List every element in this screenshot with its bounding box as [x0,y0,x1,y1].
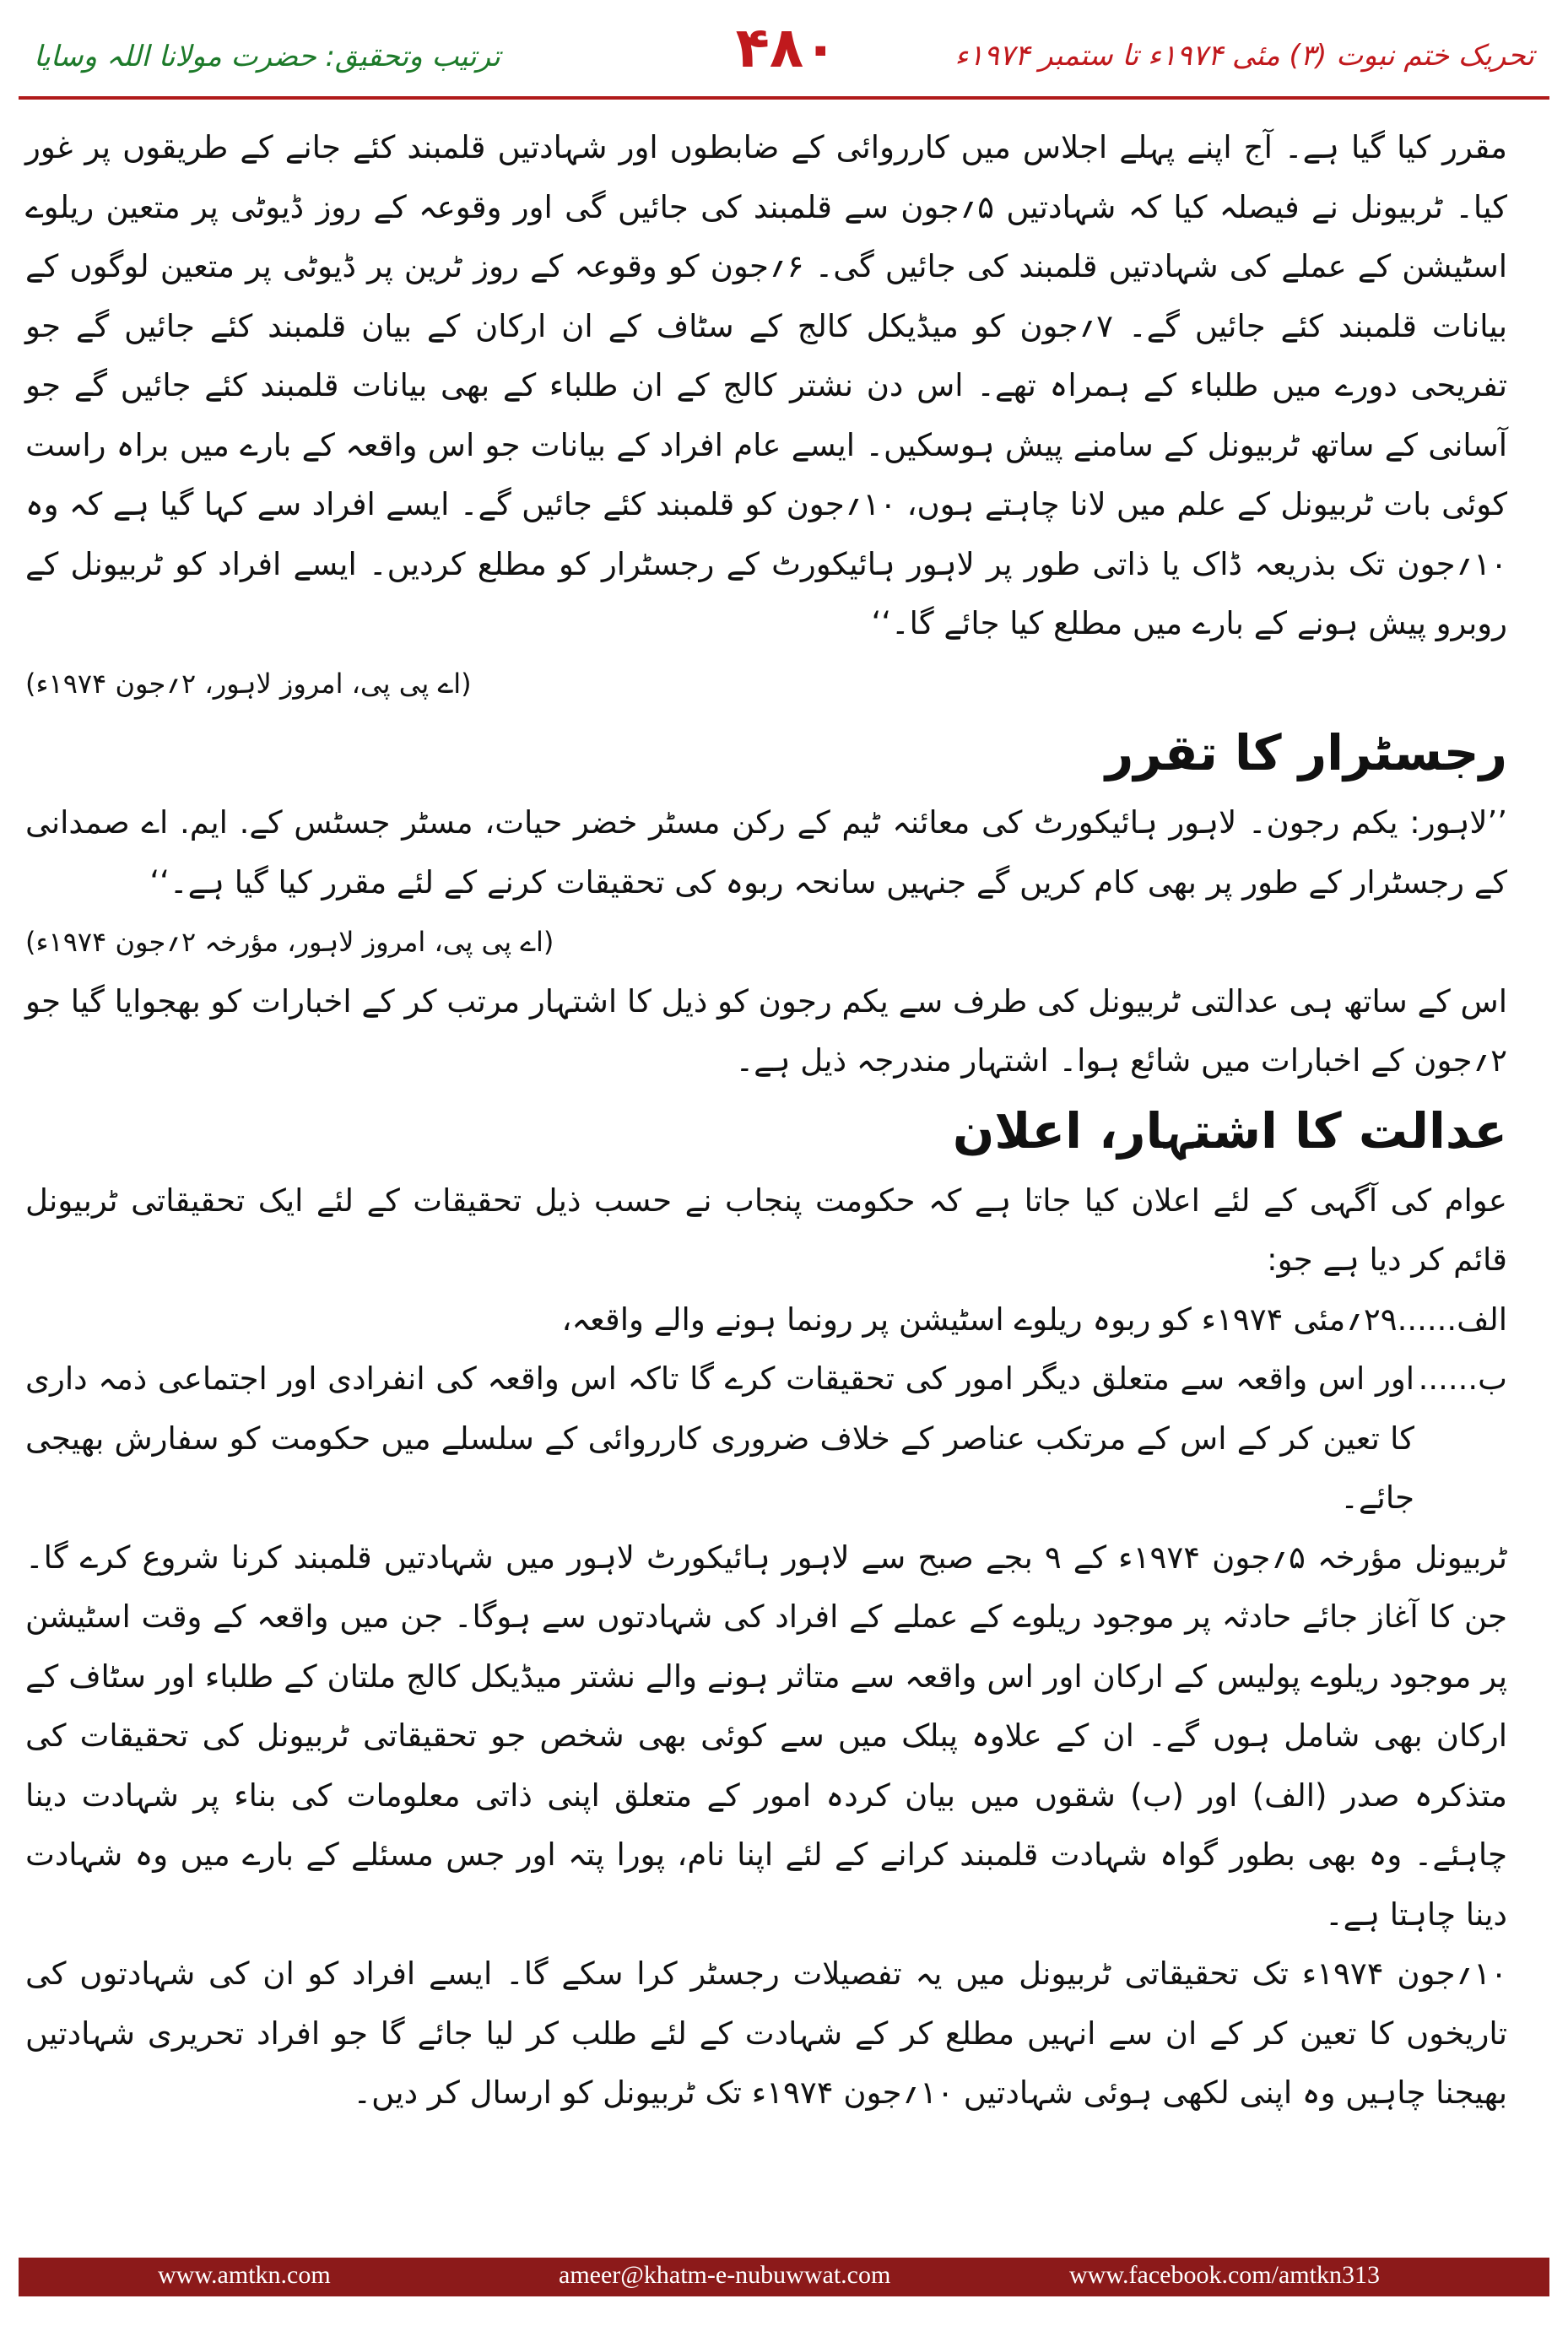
source-citation-text: (اے پی پی، امروز لاہور، ۲؍جون ۱۹۷۴ء) [25,667,472,700]
list-marker: ب...... [1418,1360,1507,1397]
page-content [25,118,1507,2123]
source-citation [25,912,1507,972]
section-heading-registrar: رجسٹرار کا تقرر [1105,724,1507,782]
paragraph-hearing-details: ٹربیونل مؤرخہ ۵؍جون ۱۹۷۴ء کے ۹ بجے صبح سے لاہور ہائیکورٹ لاہور میں شہادتیں قلمبند کرنا شروع کرے گا۔ جن کا آغاز جائے حادثہ پر موجود ریلوے کے عملے کے افراد کی شہادتوں سے ہوگا۔ جن میں واقعہ کے وقت اسٹیشن پر موجود ریلوے پولیس کے ارکان اور اس واقعہ سے متاثر ہونے والے نشتر میڈیکل کالج ملتان کے طلباء اور سٹاف کے ارکان بھی شامل ہوں گے۔ ان کے علاوہ پبلک میں سے کوئی بھی شخص جو تحقیقاتی ٹربیونل کی تحقیقات کی متذکرہ صدر (الف) اور (ب) شقوں میں بیان کردہ امور کے متعلق اپنی ذاتی معلومات کی بناء پر شہادت دینا چاہئے۔ وہ بھی بطور گواہ شہادت قلمبند کرانے کے لئے اپنا نام، پورا پتہ اور جس مسئلے کے بارے میں وہ شہادت دینا چاہتا ہے۔ [25,1539,1508,1933]
list-item-alif [25,1290,1507,1350]
source-citation-text: (اے پی پی، امروز لاہور، مؤرخہ ۲؍جون ۱۹۷۴ء) [25,926,554,958]
paragraph-registrar: ’’لاہور: یکم رجون۔ لاہور ہائیکورٹ کی معائنہ ٹیم کے رکن مسٹر خضر حیات، مسٹر جسٹس کے. ایم. اے صمدانی کے رجسٹرار کے طور پر بھی کام کریں گے جنہیں سانحہ ربوہ کی تحقیقات کرنے کے لئے مقرر کیا گیا ہے۔‘‘ [25,804,1507,901]
paragraph-registration: ۱۰؍جون ۱۹۷۴ء تک تحقیقاتی ٹربیونل میں یہ تفصیلات رجسٹر کرا سکے گا۔ ایسے افراد کو ان کی شہادتوں کی تاریخوں کا تعین کر کے ان سے انہیں مطلع کر کے شہادت کے لئے طلب کر لیا جائے گا جو افراد تحریری شہادتیں بھیجنا چاہیں وہ اپنی لکھی ہوئی شہادتیں ۱۰؍جون ۱۹۷۴ء تک ٹربیونل کو ارسال کر دیں۔ [25,1955,1507,2111]
list-item-text: اور اس واقعہ سے متعلق دیگر امور کی تحقیقات کرے گا تاکہ اس واقعہ کی انفرادی اور اجتماعی ذمہ داری کا تعین کر کے اس کے مرتکب عناصر کے خلاف ضروری کارروائی کے سلسلے میں حکومت کو سفارش بھیجی جائے۔ [25,1360,1414,1516]
footer-facebook-link[interactable]: www.facebook.com/amtkn313 [1069,2261,1380,2289]
header-divider [19,96,1549,100]
list-marker: الف...... [1397,1301,1507,1338]
header-book-title: تحریک ختم نبوت (۳) مئی ۱۹۷۴ء تا ستمبر ۱۹۷۴ء [954,39,1534,73]
header-compiler: ترتیب وتحقیق: حضرت مولانا اللہ وسایا [34,40,500,73]
page-footer [19,2258,1549,2296]
paragraph-advertisement-intro: اس کے ساتھ ہی عدالتی ٹربیونل کی طرف سے یکم رجون کو ذیل کا اشتہار مرتب کر کے اخبارات کو بھجوایا گیا جو ۲؍جون کے اخبارات میں شائع ہوا۔ اشتہار مندرجہ ذیل ہے۔ [25,982,1507,1079]
page-number: ۴۸۰ [735,15,838,80]
footer-website-link[interactable]: www.amtkn.com [158,2261,331,2289]
page-header [19,15,1549,95]
list-item-text: ۲۹؍مئی ۱۹۷۴ء کو ربوہ ریلوے اسٹیشن پر رونما ہونے والے واقعہ، [561,1301,1398,1338]
section-heading-announcement: عدالت کا اشتہار، اعلان [952,1101,1507,1160]
paragraph-tribunal-schedule: مقرر کیا گیا ہے۔ آج اپنے پہلے اجلاس میں کارروائی کے ضابطوں اور شہادتیں قلمبند کئے جانے کے طریقوں پر غور کیا۔ ٹربیونل نے فیصلہ کیا کہ شہادتیں ۵؍جون سے قلمبند کی جائیں گی اور وقوعہ کے روز ڈیوٹی پر متعین ریلوے اسٹیشن کے عملے کی شہادتیں قلمبند کی جائیں گی۔ ۶؍جون کو وقوعہ کے روز ٹرین پر ڈیوٹی پر متعین لوگوں کے بیانات قلمبند کئے جائیں گے۔ ۷؍جون کو میڈیکل کالج کے سٹاف کے ان ارکان کے بیان قلمبند کئے جائیں گے جو تفریحی دورے میں طلباء کے ہمراہ تھے۔ اس دن نشتر کالج کے ان طلباء کے بھی بیانات قلمبند کئے جائیں گے جو آسانی کے ساتھ ٹربیونل کے سامنے پیش ہوسکیں۔ ایسے عام افراد کے بیانات جو اس واقعہ کے بارے میں براہ راست کوئی بات ٹربیونل کے علم میں لانا چاہتے ہوں، ۱۰؍جون کو قلمبند کئے جائیں گے۔ ایسے افراد سے کہا گیا ہے کہ وہ ۱۰؍جون تک بذریعہ ڈاک یا ذاتی طور پر لاہور ہائیکورٹ کے رجسٹرار کو مطلع کردیں۔ ایسے افراد کو ٹربیونل کے روبرو پیش ہونے کے بارے میں مطلع کیا جائے گا۔‘‘ [25,129,1508,641]
footer-email-link[interactable]: ameer@khatm-e-nubuwwat.com [559,2261,891,2289]
paragraph-public-notice: عوام کی آگہی کے لئے اعلان کیا جاتا ہے کہ حکومت پنجاب نے حسب ذیل تحقیقات کے لئے ایک تحقیقاتی ٹربیونل قائم کر دیا ہے جو: [25,1182,1507,1278]
list-item-be [25,1349,1507,1528]
source-citation [25,654,1507,714]
